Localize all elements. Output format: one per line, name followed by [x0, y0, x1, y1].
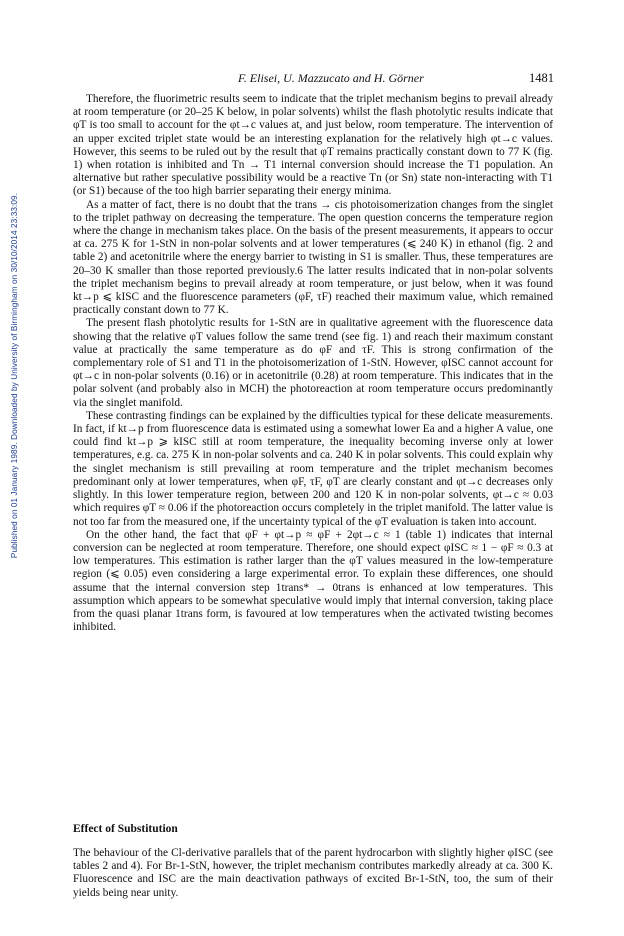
- paragraph: The behaviour of the Cl-derivative parallels that of the parent hydrocarbon with slightly higher φISC (see tables 2 and 4). For Br-1-StN, however, the triplet mechanism contributes markedly already at ca. 300 K. Fluorescence and ISC are the main deactivation pathways of excited Br-1-StN, too, the sum of their yields being near unity.: [73, 847, 553, 899]
- running-header-authors: F. Elisei, U. Mazzucato and H. Görner: [238, 71, 424, 85]
- paragraph: As a matter of fact, there is no doubt that the trans → cis photoisomerization changes from the singlet to the triplet pathway on decreasing the temperature. The open question concerns the temperature region where the change in mechanism takes place. On the basis of the present measurements, it appears to occur at ca. 275 K for 1-StN in non-polar solvents and at lower temperatures (⩽ 240 K) in ethanol (fig. 2 and table 2) and acetonitrile where the energy barrier to twisting in S1 is smaller. Thus, these temperatures are 20–30 K smaller than those reported previously.6 The latter results indicated that in non-polar solvents the triplet mechanism begins to prevail already at room temperature, or just below, when it was found kt→p ⩽ kISC and the fluorescence parameters (φF, τF) reached their maximum value, which remained practically constant down to 77 K.: [73, 198, 553, 317]
- paragraph: On the other hand, the fact that φF + φt→p ≈ φF + 2φt→c ≈ 1 (table 1) indicates that internal conversion can be neglected at room temperature. Therefore, one should expect φISC ≈ 1 − φF ≈ 0.3 at low temperatures. This estimation is rather larger than the φT values measured in the low-temperature region (⩽ 0.05) even considering a large experimental error. To explain these differences, one should assume that the internal conversion step 1trans* → 0trans is enhanced at low temperatures. This assumption which appears to be somewhat speculative would imply that internal conversion, taking place from the quasi planar 1trans form, is favoured at low temperatures when the activated twisting becomes inhibited.: [73, 528, 553, 634]
- download-note[interactable]: Published on 01 January 1989. Downloaded by University of Birmingham on 30/10/2014 23:33:09.: [10, 192, 20, 558]
- paragraph: The present flash photolytic results for 1-StN are in qualitative agreement with the fluorescence data showing that the relative φT values follow the same trend (see fig. 1) and reach their maximum constant value at practically the same temperature as do φF and τF. This is strong confirmation of the complementary role of S1 and T1 in the photoisomerization of 1-StN. However, φISC cannot account for φt→c in non-polar solvents (0.16) or in acetonitrile (0.28) at room temperature. This indicates that in the polar solvent (and probably also in MCH) the photoreaction at room temperature occurs predominantly via the singlet manifold.: [73, 317, 553, 409]
- section-heading: Effect of Substitution: [73, 823, 178, 835]
- page-number: 1481: [529, 71, 554, 85]
- download-sidebar: [8, 140, 22, 610]
- running-header: [73, 71, 554, 87]
- paragraph: These contrasting findings can be explained by the difficulties typical for these delicate measurements. In fact, if kt→p from fluorescence data is estimated using a somewhat lower Ea and a higher A value, one could find kt→p ⩾ kISC still at room temperature, the inequality becoming inverse only at lower temperatures, e.g. ca. 275 K in non-polar solvents and ca. 240 K in polar solvents. This could explain why the singlet mechanism is still prevailing at room temperature and the triplet mechanism becomes predominant only at lower temperatures, when φF, τF, φT are clearly constant and φt→c decreases only slightly. In this lower temperature region, between 200 and 120 K in non-polar solvents, φt→c ≈ 0.03 which requires φT ≈ 0.06 if the photoreaction occurs completely in the triplet manifold. The latter value is not too far from the measured one, if the uncertainty typical of the φT evaluation is taken into account.: [73, 409, 553, 528]
- paragraph: Therefore, the fluorimetric results seem to indicate that the triplet mechanism begins to prevail already at room temperature (or 20–25 K below, in polar solvents) whilst the flash photolytic results indicate that φT is too small to account for the φt→c values at, and just below, room temperature. The intervention of an upper excited triplet state would be an interesting explanation for the relatively high φt→c values. However, this seems to be ruled out by the result that φT remains practically constant down to 77 K (fig. 1) when rotation is inhibited and Tn → T1 internal conversion should increase the T1 population. An alternative but rather speculative possibility would be a reactive Tn (or Sn) state non-interacting with T1 (or S1) because of the too high barrier separating their energy minima.: [73, 93, 553, 198]
- body-text: [73, 93, 553, 634]
- section-body: [73, 847, 553, 900]
